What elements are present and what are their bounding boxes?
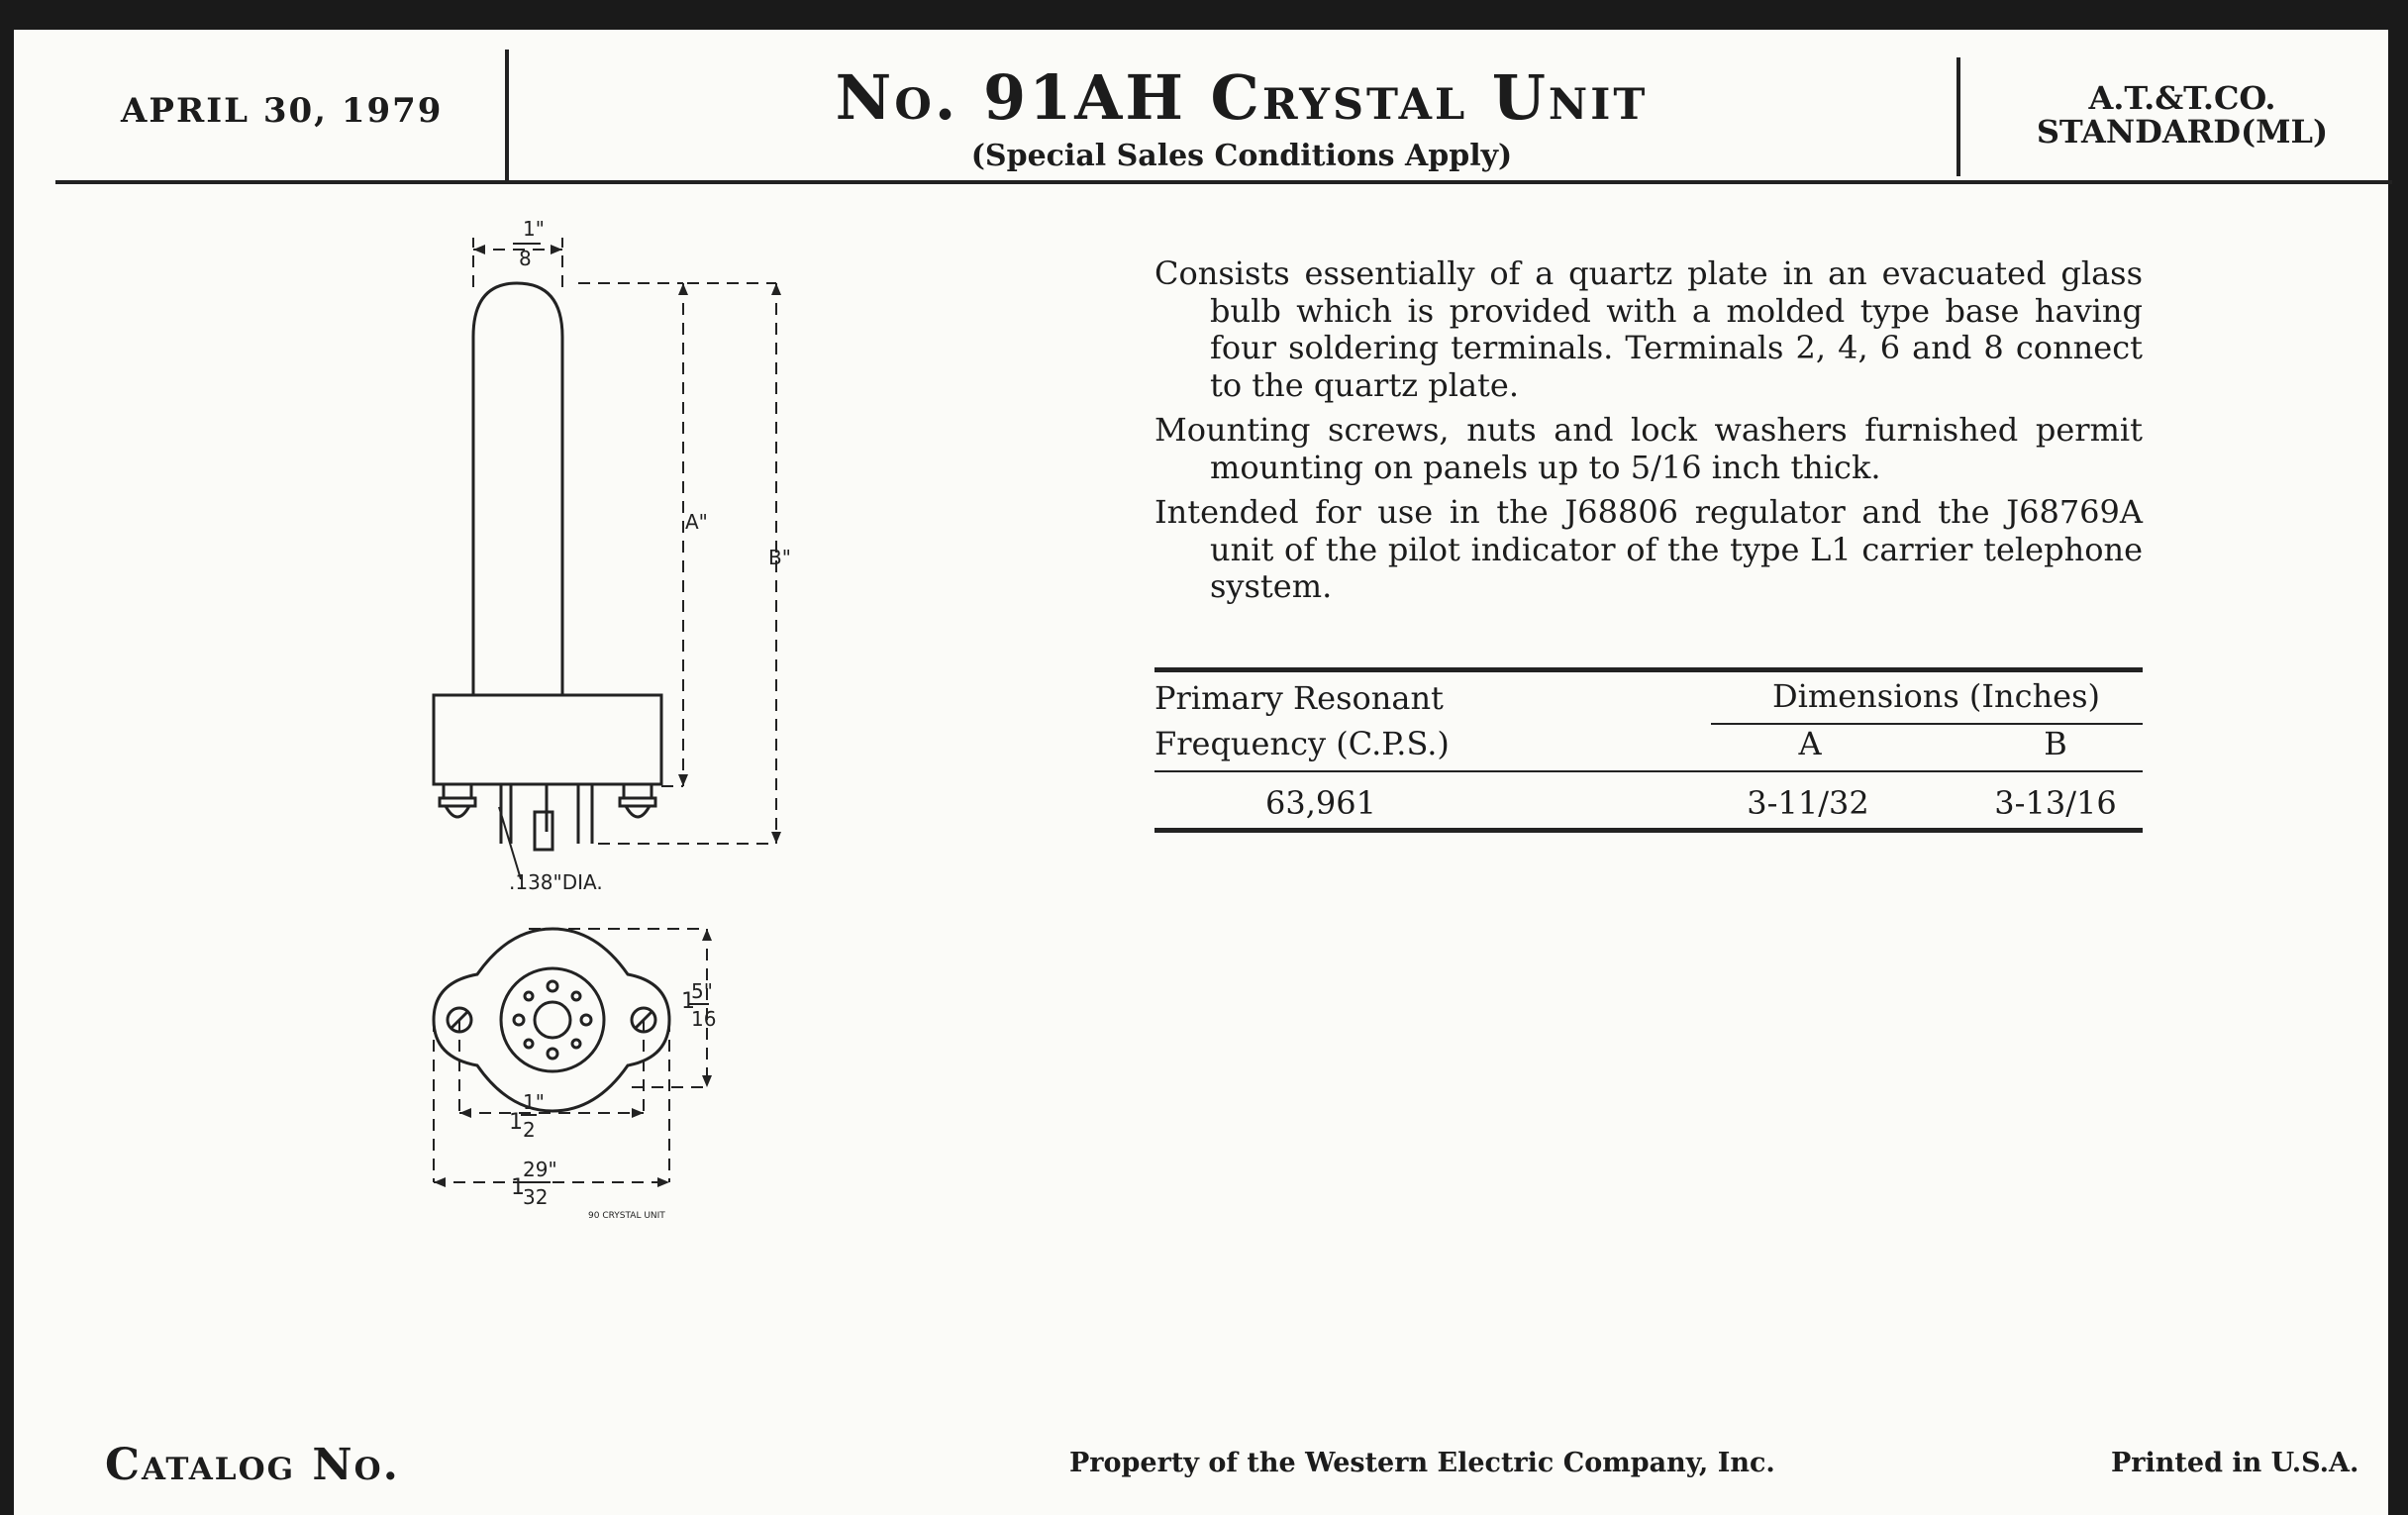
col-b-header: B [2044, 725, 2067, 762]
dim-width-den: 32 [523, 1185, 549, 1209]
description-paragraph: Consists essentially of a quartz plate in an evacuated glass bulb which is provided with a molded type base having four soldering terminals. Terminals 2, 4, 6 and 8 connect to the quartz plate. [1154, 254, 2143, 404]
dim-a-line [578, 283, 683, 786]
col-a-header: A [1798, 725, 1822, 762]
col-frequency-line1: Primary Resonant [1154, 679, 1444, 717]
company-name: A.T.&T.CO. [2088, 79, 2276, 117]
table-bottom-rule [1154, 828, 2143, 833]
table-top-rule [1154, 667, 2143, 672]
socket-center [535, 1002, 570, 1038]
description [1154, 255, 2143, 614]
base-flange-outline [434, 929, 669, 1111]
dim-side-num: 5" [691, 979, 713, 1003]
catalog-sheet [14, 30, 2388, 1515]
dim-width-num: 29" [523, 1158, 557, 1181]
standard-block [1984, 81, 2380, 149]
label-a: A" [685, 510, 708, 534]
dim-top-num: 1" [523, 217, 545, 241]
dim-width-whole: 1 [511, 1175, 525, 1200]
description-paragraph: Intended for use in the J68806 regulator and the J68769A unit of the pilot indicator of the type L1 carrier telephone system. [1154, 493, 2143, 605]
property-notice: Property of the Western Electric Company, Inc. [1069, 1448, 1775, 1478]
terminal-pins [501, 784, 592, 844]
cell-frequency: 63,961 [1265, 784, 1376, 822]
glass-bulb-outline [473, 283, 562, 695]
cell-dimension-a: 3-11/32 [1747, 784, 1869, 822]
description-paragraph: Mounting screws, nuts and lock washers furnished permit mounting on panels up to 5/16 inch thick. [1154, 411, 2143, 486]
dim-top-den: 8 [519, 247, 532, 270]
crystal-unit-drawing [390, 217, 826, 1238]
right-screw [620, 784, 655, 817]
col-frequency-line2: Frequency (C.P.S.) [1154, 725, 1450, 762]
header-bottom-rule [1154, 770, 2143, 772]
label-b: B" [768, 546, 791, 569]
dim-b-line [598, 283, 776, 844]
catalog-number-label: Catalog No. [105, 1440, 400, 1490]
printed-in: Printed in U.S.A. [2111, 1448, 2359, 1478]
page-subtitle: (Special Sales Conditions Apply) [970, 139, 1513, 173]
dim-top-line [473, 238, 562, 287]
dia-label: .138"DIA. [509, 870, 603, 894]
dim-side-den: 16 [691, 1007, 717, 1031]
dim-holes-den: 2 [523, 1118, 536, 1142]
molded-base [434, 695, 661, 784]
dim-holes-whole: 1 [509, 1110, 523, 1135]
col-group-dimensions: Dimensions (Inches) [1772, 677, 2101, 715]
dim-holes-num: 1" [523, 1090, 545, 1114]
center-pin [535, 812, 552, 850]
left-screw [440, 784, 475, 817]
bottom-view-dims [434, 929, 707, 1182]
page-title: No. 91AH Crystal Unit [835, 61, 1649, 134]
header-divider-right [1956, 57, 1960, 176]
drawing-caption: 90 CRYSTAL UNIT [588, 1211, 665, 1221]
socket-ring [501, 968, 604, 1071]
header-rule [55, 180, 2392, 184]
cell-dimension-b: 3-13/16 [1994, 784, 2117, 822]
issue-date: APRIL 30, 1979 [121, 91, 444, 131]
standard-label: STANDARD(ML) [2036, 113, 2329, 151]
dim-side-whole: 1 [681, 989, 695, 1014]
